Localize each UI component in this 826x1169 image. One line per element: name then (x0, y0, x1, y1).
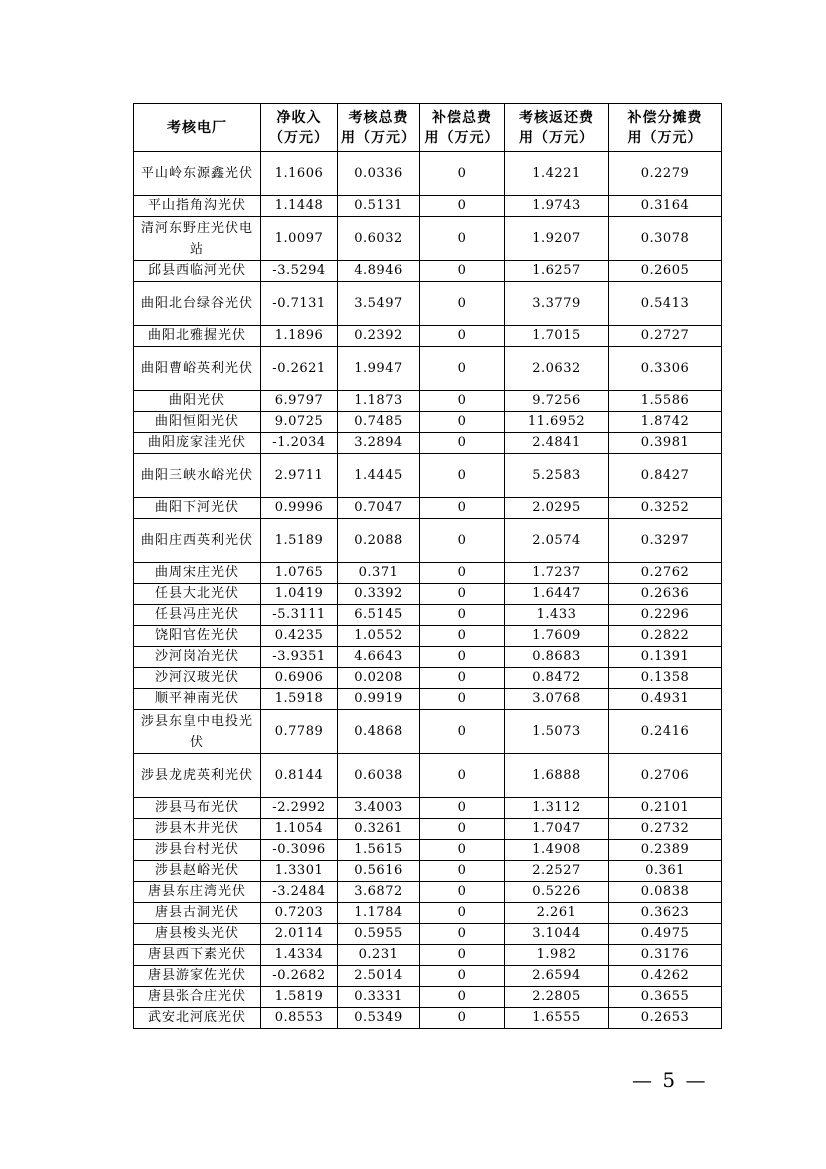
header-assess-fee (338, 104, 420, 152)
net-income-cell: 0.6906 (261, 668, 338, 689)
header-line: 用（万元） (519, 129, 594, 146)
plant-name-cell: 沙河汉玻光伏 (134, 668, 261, 689)
assess-fee-cell: 0.9919 (338, 689, 420, 710)
net-income-cell: -3.5294 (261, 261, 338, 282)
comp-fee-cell: 0 (420, 261, 505, 282)
comp-fee-cell: 0 (420, 217, 505, 261)
refund-fee-cell: 1.6888 (505, 754, 609, 798)
share-fee-cell: 0.2762 (609, 563, 722, 584)
plant-name-cell: 武安北河底光伏 (134, 1008, 261, 1029)
assess-fee-cell: 3.5497 (338, 282, 420, 326)
plant-name-cell: 顺平神南光伏 (134, 689, 261, 710)
refund-fee-cell: 1.982 (505, 945, 609, 966)
table-row (134, 647, 722, 668)
table-row (134, 710, 722, 754)
assess-fee-cell: 0.231 (338, 945, 420, 966)
share-fee-cell: 0.2416 (609, 710, 722, 754)
refund-fee-cell: 2.261 (505, 903, 609, 924)
net-income-cell: -2.2992 (261, 798, 338, 819)
share-fee-cell: 0.2822 (609, 626, 722, 647)
comp-fee-cell: 0 (420, 861, 505, 882)
header-line: （万元） (269, 129, 329, 146)
assess-fee-cell: 0.3261 (338, 819, 420, 840)
comp-fee-cell: 0 (420, 584, 505, 605)
table-row (134, 196, 722, 217)
comp-fee-cell: 0 (420, 391, 505, 412)
comp-fee-cell: 0 (420, 966, 505, 987)
plant-name-cell: 沙河岗冶光伏 (134, 647, 261, 668)
refund-fee-cell: 1.7015 (505, 326, 609, 347)
comp-fee-cell: 0 (420, 945, 505, 966)
refund-fee-cell: 1.7047 (505, 819, 609, 840)
table-row (134, 433, 722, 454)
share-fee-cell: 0.2101 (609, 798, 722, 819)
share-fee-cell: 1.5586 (609, 391, 722, 412)
refund-fee-cell: 1.9207 (505, 217, 609, 261)
net-income-cell: 0.7203 (261, 903, 338, 924)
assess-fee-cell: 0.6038 (338, 754, 420, 798)
table-row (134, 152, 722, 196)
plant-name-cell: 清河东野庄光伏电站 (134, 217, 261, 261)
net-income-cell: 1.4334 (261, 945, 338, 966)
comp-fee-cell: 0 (420, 412, 505, 433)
share-fee-cell: 0.2727 (609, 326, 722, 347)
share-fee-cell: 0.3176 (609, 945, 722, 966)
refund-fee-cell: 2.0574 (505, 519, 609, 563)
table-row (134, 966, 722, 987)
share-fee-cell: 0.1391 (609, 647, 722, 668)
plant-name-cell: 唐县西下素光伏 (134, 945, 261, 966)
table-row (134, 605, 722, 626)
header-line: 考核总费 (348, 109, 409, 126)
table-row (134, 987, 722, 1008)
share-fee-cell: 0.3252 (609, 498, 722, 519)
comp-fee-cell: 0 (420, 754, 505, 798)
assess-fee-cell: 0.3392 (338, 584, 420, 605)
share-fee-cell: 0.5413 (609, 282, 722, 326)
share-fee-cell: 0.2706 (609, 754, 722, 798)
assessment-table (133, 103, 722, 1029)
comp-fee-cell: 0 (420, 626, 505, 647)
plant-name-cell: 曲周宋庄光伏 (134, 563, 261, 584)
assess-fee-cell: 0.7485 (338, 412, 420, 433)
assess-fee-cell: 1.4445 (338, 454, 420, 498)
share-fee-cell: 0.2653 (609, 1008, 722, 1029)
comp-fee-cell: 0 (420, 840, 505, 861)
net-income-cell: -0.2682 (261, 966, 338, 987)
comp-fee-cell: 0 (420, 152, 505, 196)
header-line: 考核电厂 (167, 119, 227, 136)
share-fee-cell: 0.3078 (609, 217, 722, 261)
net-income-cell: 6.9797 (261, 391, 338, 412)
assess-fee-cell: 3.4003 (338, 798, 420, 819)
share-fee-cell: 0.4262 (609, 966, 722, 987)
refund-fee-cell: 1.4908 (505, 840, 609, 861)
plant-name-cell: 曲阳光伏 (134, 391, 261, 412)
table-row (134, 326, 722, 347)
share-fee-cell: 0.2296 (609, 605, 722, 626)
net-income-cell: 1.0097 (261, 217, 338, 261)
refund-fee-cell: 2.0295 (505, 498, 609, 519)
share-fee-cell: 1.8742 (609, 412, 722, 433)
refund-fee-cell: 9.7256 (505, 391, 609, 412)
plant-name-cell: 唐县梭头光伏 (134, 924, 261, 945)
share-fee-cell: 0.4931 (609, 689, 722, 710)
net-income-cell: 0.9996 (261, 498, 338, 519)
comp-fee-cell: 0 (420, 1008, 505, 1029)
share-fee-cell: 0.4975 (609, 924, 722, 945)
refund-fee-cell: 2.2805 (505, 987, 609, 1008)
net-income-cell: 0.8553 (261, 1008, 338, 1029)
refund-fee-cell: 1.433 (505, 605, 609, 626)
share-fee-cell: 0.3297 (609, 519, 722, 563)
table-row (134, 282, 722, 326)
header-share-fee (609, 104, 722, 152)
header-row (134, 104, 722, 152)
net-income-cell: 1.1054 (261, 819, 338, 840)
table-row (134, 563, 722, 584)
assess-fee-cell: 3.2894 (338, 433, 420, 454)
table-row (134, 412, 722, 433)
plant-name-cell: 曲阳恒阳光伏 (134, 412, 261, 433)
refund-fee-cell: 1.5073 (505, 710, 609, 754)
assess-fee-cell: 0.3331 (338, 987, 420, 1008)
assess-fee-cell: 0.2392 (338, 326, 420, 347)
assess-fee-cell: 1.9947 (338, 347, 420, 391)
plant-name-cell: 饶阳官佐光伏 (134, 626, 261, 647)
assess-fee-cell: 0.4868 (338, 710, 420, 754)
net-income-cell: -1.2034 (261, 433, 338, 454)
table-row (134, 945, 722, 966)
refund-fee-cell: 2.2527 (505, 861, 609, 882)
net-income-cell: 1.5189 (261, 519, 338, 563)
net-income-cell: 1.1896 (261, 326, 338, 347)
refund-fee-cell: 1.3112 (505, 798, 609, 819)
refund-fee-cell: 3.1044 (505, 924, 609, 945)
plant-name-cell: 任县大北光伏 (134, 584, 261, 605)
table-row (134, 1008, 722, 1029)
net-income-cell: -3.2484 (261, 882, 338, 903)
header-refund-fee (505, 104, 609, 152)
header-plant (134, 104, 261, 152)
share-fee-cell: 0.3164 (609, 196, 722, 217)
assess-fee-cell: 0.7047 (338, 498, 420, 519)
comp-fee-cell: 0 (420, 882, 505, 903)
table-row (134, 261, 722, 282)
assess-fee-cell: 3.6872 (338, 882, 420, 903)
net-income-cell: 2.9711 (261, 454, 338, 498)
comp-fee-cell: 0 (420, 519, 505, 563)
assess-fee-cell: 0.371 (338, 563, 420, 584)
refund-fee-cell: 1.6555 (505, 1008, 609, 1029)
assess-fee-cell: 1.1873 (338, 391, 420, 412)
net-income-cell: 1.5819 (261, 987, 338, 1008)
table-row (134, 840, 722, 861)
plant-name-cell: 曲阳庄西英利光伏 (134, 519, 261, 563)
plant-name-cell: 唐县古洞光伏 (134, 903, 261, 924)
plant-name-cell: 唐县东庄湾光伏 (134, 882, 261, 903)
net-income-cell: 2.0114 (261, 924, 338, 945)
table-row (134, 798, 722, 819)
refund-fee-cell: 1.6257 (505, 261, 609, 282)
plant-name-cell: 涉县木井光伏 (134, 819, 261, 840)
refund-fee-cell: 0.8683 (505, 647, 609, 668)
plant-name-cell: 曲阳三峡水峪光伏 (134, 454, 261, 498)
comp-fee-cell: 0 (420, 903, 505, 924)
comp-fee-cell: 0 (420, 689, 505, 710)
plant-name-cell: 邱县西临河光伏 (134, 261, 261, 282)
header-line: 用（万元） (627, 129, 703, 146)
plant-name-cell: 平山指角沟光伏 (134, 196, 261, 217)
refund-fee-cell: 1.7609 (505, 626, 609, 647)
comp-fee-cell: 0 (420, 647, 505, 668)
table-row (134, 903, 722, 924)
assess-fee-cell: 4.8946 (338, 261, 420, 282)
plant-name-cell: 曲阳北台绿谷光伏 (134, 282, 261, 326)
assess-fee-cell: 0.5955 (338, 924, 420, 945)
refund-fee-cell: 2.4841 (505, 433, 609, 454)
refund-fee-cell: 0.8472 (505, 668, 609, 689)
comp-fee-cell: 0 (420, 798, 505, 819)
assess-fee-cell: 0.5131 (338, 196, 420, 217)
plant-name-cell: 任县冯庄光伏 (134, 605, 261, 626)
table-row (134, 882, 722, 903)
net-income-cell: 1.3301 (261, 861, 338, 882)
refund-fee-cell: 1.9743 (505, 196, 609, 217)
table-row (134, 861, 722, 882)
share-fee-cell: 0.0838 (609, 882, 722, 903)
comp-fee-cell: 0 (420, 282, 505, 326)
header-line: 补偿总费 (432, 109, 492, 126)
net-income-cell: 0.4235 (261, 626, 338, 647)
table-row (134, 689, 722, 710)
net-income-cell: -3.9351 (261, 647, 338, 668)
plant-name-cell: 唐县游家佐光伏 (134, 966, 261, 987)
table-row (134, 519, 722, 563)
table-row (134, 668, 722, 689)
assess-fee-cell: 0.0336 (338, 152, 420, 196)
refund-fee-cell: 11.6952 (505, 412, 609, 433)
table-row (134, 347, 722, 391)
share-fee-cell: 0.361 (609, 861, 722, 882)
share-fee-cell: 0.2389 (609, 840, 722, 861)
assess-fee-cell: 1.5615 (338, 840, 420, 861)
net-income-cell: 0.8144 (261, 754, 338, 798)
plant-name-cell: 曲阳庞家洼光伏 (134, 433, 261, 454)
comp-fee-cell: 0 (420, 454, 505, 498)
assess-fee-cell: 0.5616 (338, 861, 420, 882)
header-line: 用（万元） (341, 129, 416, 146)
table-row (134, 498, 722, 519)
comp-fee-cell: 0 (420, 819, 505, 840)
net-income-cell: 1.5918 (261, 689, 338, 710)
assess-fee-cell: 0.6032 (338, 217, 420, 261)
table-header (134, 104, 722, 152)
net-income-cell: -5.3111 (261, 605, 338, 626)
share-fee-cell: 0.2732 (609, 819, 722, 840)
comp-fee-cell: 0 (420, 326, 505, 347)
net-income-cell: -0.2621 (261, 347, 338, 391)
net-income-cell: 1.1448 (261, 196, 338, 217)
table-row (134, 754, 722, 798)
net-income-cell: -0.7131 (261, 282, 338, 326)
refund-fee-cell: 2.6594 (505, 966, 609, 987)
header-line: 考核返还费 (519, 109, 594, 126)
share-fee-cell: 0.2636 (609, 584, 722, 605)
comp-fee-cell: 0 (420, 987, 505, 1008)
net-income-cell: -0.3096 (261, 840, 338, 861)
plant-name-cell: 涉县赵峪光伏 (134, 861, 261, 882)
share-fee-cell: 0.8427 (609, 454, 722, 498)
comp-fee-cell: 0 (420, 668, 505, 689)
comp-fee-cell: 0 (420, 710, 505, 754)
share-fee-cell: 0.3981 (609, 433, 722, 454)
header-line: 净收入 (276, 109, 322, 126)
net-income-cell: 1.1606 (261, 152, 338, 196)
comp-fee-cell: 0 (420, 563, 505, 584)
header-net-income (261, 104, 338, 152)
table-row (134, 924, 722, 945)
refund-fee-cell: 3.3779 (505, 282, 609, 326)
comp-fee-cell: 0 (420, 498, 505, 519)
table-row (134, 626, 722, 647)
plant-name-cell: 曲阳北雅握光伏 (134, 326, 261, 347)
assess-fee-cell: 2.5014 (338, 966, 420, 987)
plant-name-cell: 涉县龙虎英利光伏 (134, 754, 261, 798)
plant-name-cell: 涉县东皇中电投光伏 (134, 710, 261, 754)
page-number: — 5 — (632, 1068, 708, 1092)
plant-name-cell: 曲阳曹峪英利光伏 (134, 347, 261, 391)
assess-fee-cell: 0.5349 (338, 1008, 420, 1029)
comp-fee-cell: 0 (420, 605, 505, 626)
header-comp-fee (420, 104, 505, 152)
net-income-cell: 0.7789 (261, 710, 338, 754)
refund-fee-cell: 1.4221 (505, 152, 609, 196)
table-row (134, 454, 722, 498)
share-fee-cell: 0.3655 (609, 987, 722, 1008)
comp-fee-cell: 0 (420, 433, 505, 454)
refund-fee-cell: 0.5226 (505, 882, 609, 903)
assess-fee-cell: 0.0208 (338, 668, 420, 689)
assess-fee-cell: 6.5145 (338, 605, 420, 626)
share-fee-cell: 0.2279 (609, 152, 722, 196)
plant-name-cell: 涉县台村光伏 (134, 840, 261, 861)
comp-fee-cell: 0 (420, 347, 505, 391)
refund-fee-cell: 1.6447 (505, 584, 609, 605)
plant-name-cell: 唐县张合庄光伏 (134, 987, 261, 1008)
assess-fee-cell: 0.2088 (338, 519, 420, 563)
assess-fee-cell: 1.0552 (338, 626, 420, 647)
header-line: 补偿分摊费 (627, 109, 703, 126)
share-fee-cell: 0.1358 (609, 668, 722, 689)
refund-fee-cell: 1.7237 (505, 563, 609, 584)
share-fee-cell: 0.3623 (609, 903, 722, 924)
net-income-cell: 1.0419 (261, 584, 338, 605)
share-fee-cell: 0.3306 (609, 347, 722, 391)
assess-fee-cell: 4.6643 (338, 647, 420, 668)
plant-name-cell: 曲阳下河光伏 (134, 498, 261, 519)
table-row (134, 584, 722, 605)
table-row (134, 217, 722, 261)
refund-fee-cell: 3.0768 (505, 689, 609, 710)
comp-fee-cell: 0 (420, 924, 505, 945)
table-row (134, 391, 722, 412)
net-income-cell: 1.0765 (261, 563, 338, 584)
share-fee-cell: 0.2605 (609, 261, 722, 282)
plant-name-cell: 涉县马布光伏 (134, 798, 261, 819)
refund-fee-cell: 5.2583 (505, 454, 609, 498)
net-income-cell: 9.0725 (261, 412, 338, 433)
refund-fee-cell: 2.0632 (505, 347, 609, 391)
header-line: 用（万元） (424, 129, 500, 146)
table-body (134, 152, 722, 1029)
table-row (134, 819, 722, 840)
comp-fee-cell: 0 (420, 196, 505, 217)
assess-fee-cell: 1.1784 (338, 903, 420, 924)
plant-name-cell: 平山岭东源鑫光伏 (134, 152, 261, 196)
